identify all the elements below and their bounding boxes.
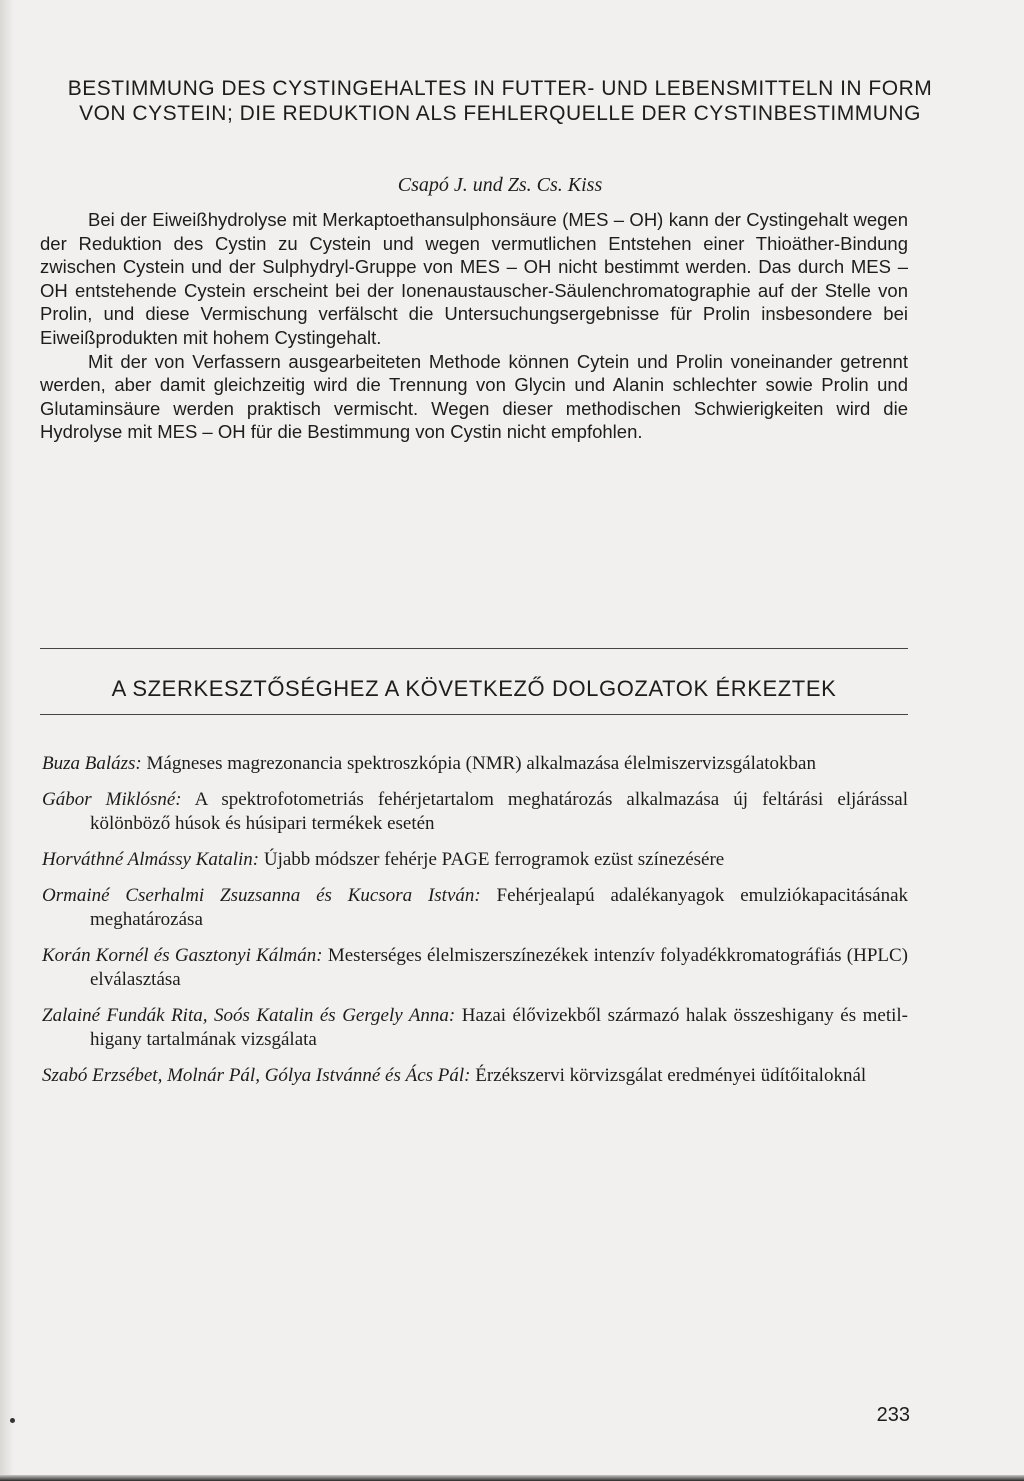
page-bottom-edge xyxy=(0,1475,1024,1481)
list-item xyxy=(42,848,908,872)
entry-authors: Buza Balázs: xyxy=(42,753,142,774)
entry-authors: Ormainé Cserhalmi Zsuzsanna és Kucsora István: xyxy=(42,885,481,906)
entry-authors: Gábor Miklósné: xyxy=(42,789,182,810)
entry-authors: Horváthné Almássy Katalin: xyxy=(42,849,260,870)
entry-title: Hazai élővizekből származó halak összeshigany és metil-higany tartalmának vizsgálata xyxy=(90,1005,908,1050)
section-divider-bottom xyxy=(40,714,908,715)
list-item xyxy=(42,752,908,776)
margin-mark xyxy=(10,1418,15,1423)
article-title: BESTIMMUNG DES CYSTINGEHALTES IN FUTTER- UND LEBENSMITTELN IN FORM VON CYSTEIN; DIE REDUKTION ALS FEHLERQUELLE DER CYSTINBESTIMMUNG xyxy=(67,77,933,125)
entry-title: Mágneses magrezonancia spektroszkópia (NMR) alkalmazása élelmiszervizsgálatokban xyxy=(146,753,816,774)
list-item xyxy=(42,788,908,836)
article-abstract xyxy=(40,208,908,444)
entry-title: Mesterséges élelmiszerszínezékek intenzív folyadékkromatográfiás (HPLC) elválasztása xyxy=(90,945,908,990)
entry-title: Fehérjealapú adalékanyagok emulziókapacitásának meghatározása xyxy=(90,885,909,930)
entry-title: A spektrofotometriás fehérjetartalom meghatározás alkalmazása új feltárási eljárással kölönböző húsok és húsipari termékek esetén xyxy=(90,789,909,834)
entry-title: Érzékszervi körvizsgálat eredményei üdítőitaloknál xyxy=(475,1065,867,1086)
article-authors: Csapó J. und Zs. Cs. Kiss xyxy=(397,174,603,196)
entry-authors: Korán Kornél és Gasztonyi Kálmán: xyxy=(42,945,323,966)
list-item xyxy=(42,1064,908,1088)
entry-authors: Szabó Erzsébet, Molnár Pál, Gólya Istvánné és Ács Pál: xyxy=(42,1065,471,1086)
abstract-paragraph: Bei der Eiweißhydrolyse mit Merkaptoethansulphonsäure (MES – OH) kann der Cystingehalt wegen der Reduktion des Cystin zu Cystein und wegen vermutlichen Entstehen einer Thioäther-Bindung zwischen Cystein und der Sulphydryl-Gruppe von MES – OH nicht bestimmt werden. Das durch MES – OH entstehende Cystein erscheint bei der Ionenaustauscher-Säulenchromatographie auf der Stelle von Prolin, und diese Vermischung verfälscht die Untersuchungsergebnisse für Prolin insbesondere bei Eiweißprodukten mit hohem Cystingehalt. xyxy=(40,209,908,348)
entry-title: Újabb módszer fehérje PAGE ferrogramok ezüst színezésére xyxy=(263,849,725,870)
list-item xyxy=(42,884,908,932)
received-papers-list xyxy=(42,752,908,1100)
entry-authors: Zalainé Fundák Rita, Soós Katalin és Gergely Anna: xyxy=(42,1005,456,1026)
list-item xyxy=(42,1004,908,1052)
page-number: 233 xyxy=(876,1404,910,1426)
list-item xyxy=(42,944,908,992)
abstract-paragraph: Mit der von Verfassern ausgearbeiteten Methode können Cytein und Prolin voneinander getrennt werden, aber damit gleichzeitig wird die Trennung von Glycin und Alanin schlechter sowie Prolin und Glutaminsäure werden praktisch vermischt. Wegen dieser methodischen Schwierigkeiten wird die Hydrolyse mit MES – OH für die Bestimmung von Cystin nicht empfohlen. xyxy=(40,350,908,443)
section-divider-top xyxy=(40,648,908,649)
binding-shadow xyxy=(0,0,14,1481)
section-heading: A SZERKESZTŐSÉGHEZ A KÖVETKEZŐ DOLGOZATOK ÉRKEZTEK xyxy=(111,676,837,701)
